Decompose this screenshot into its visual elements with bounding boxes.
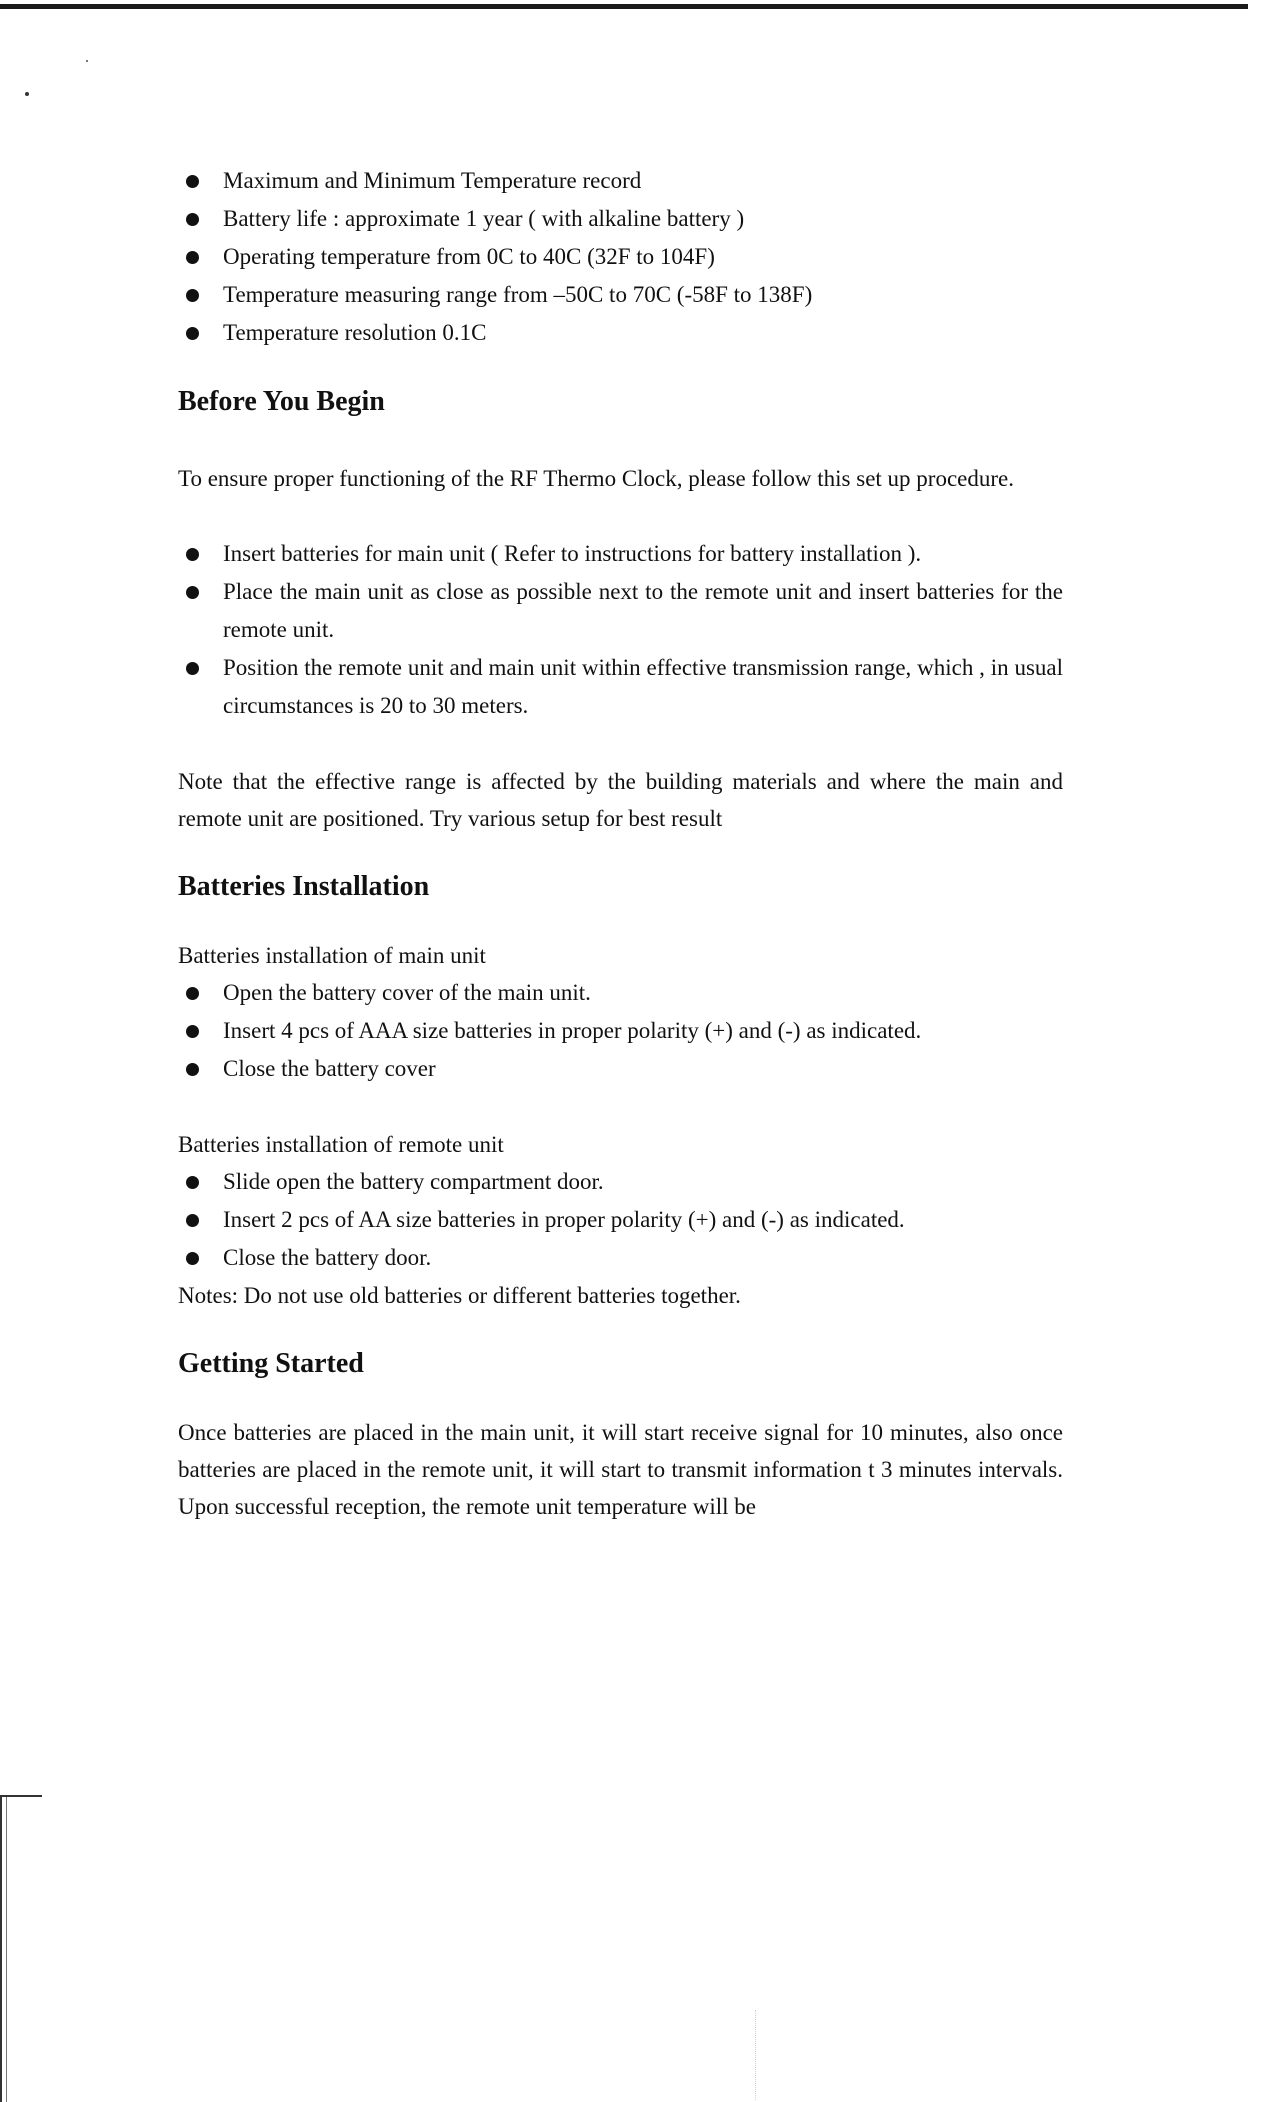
list-item: Position the remote unit and main unit within effective transmission range, which , in usual circumstances is 20 to 30 meters. [178, 649, 1063, 725]
list-item: Insert batteries for main unit ( Refer to instructions for battery installation ). [178, 535, 1063, 573]
list-item: Maximum and Minimum Temperature record [178, 162, 1063, 200]
scan-speck [25, 92, 29, 96]
battery-notes: Notes: Do not use old batteries or different batteries together. [178, 1283, 741, 1308]
scan-speck [86, 60, 88, 62]
list-item: Place the main unit as close as possible next to the remote unit and insert batteries for the remote unit. [178, 573, 1063, 649]
scan-fold-line [755, 2010, 756, 2100]
list-item: Insert 2 pcs of AA size batteries in proper polarity (+) and (-) as indicated. [178, 1201, 1063, 1239]
scan-corner-mark [0, 1795, 42, 2102]
range-note: Note that the effective range is affected by the building materials and where the main and remote unit are positioned. Try various setup for best result [178, 769, 1063, 831]
remote-unit-steps-list [178, 1163, 1063, 1277]
list-item: Operating temperature from 0C to 40C (32F to 104F) [178, 238, 1063, 276]
list-item: Close the battery cover [178, 1050, 1063, 1088]
section-heading-getting-started: Getting Started [178, 1348, 364, 1379]
main-unit-steps-list [178, 974, 1063, 1088]
scan-top-rule [0, 4, 1248, 9]
main-unit-label: Batteries installation of main unit [178, 943, 486, 968]
before-you-begin-intro: To ensure proper functioning of the RF Thermo Clock, please follow this set up procedure. [178, 466, 1014, 491]
section-heading-batteries-installation: Batteries Installation [178, 871, 430, 902]
section-heading-before-you-begin: Before You Begin [178, 386, 385, 417]
list-item: Slide open the battery compartment door. [178, 1163, 1063, 1201]
manual-page-content [178, 162, 1063, 1525]
list-item: Temperature measuring range from –50C to 70C (-58F to 138F) [178, 276, 1063, 314]
feature-list [178, 162, 1063, 352]
list-item: Insert 4 pcs of AAA size batteries in proper polarity (+) and (-) as indicated. [178, 1012, 1063, 1050]
list-item: Temperature resolution 0.1C [178, 314, 1063, 352]
remote-unit-label: Batteries installation of remote unit [178, 1132, 504, 1157]
list-item: Close the battery door. [178, 1239, 1063, 1277]
list-item: Open the battery cover of the main unit. [178, 974, 1063, 1012]
list-item: Battery life : approximate 1 year ( with alkaline battery ) [178, 200, 1063, 238]
getting-started-text: Once batteries are placed in the main unit, it will start receive signal for 10 minutes, also once batteries are placed in the remote unit, it will start to transmit information t 3 minutes intervals. Upon successful reception, the remote unit temperature will be [178, 1420, 1063, 1519]
setup-steps-list [178, 535, 1063, 725]
